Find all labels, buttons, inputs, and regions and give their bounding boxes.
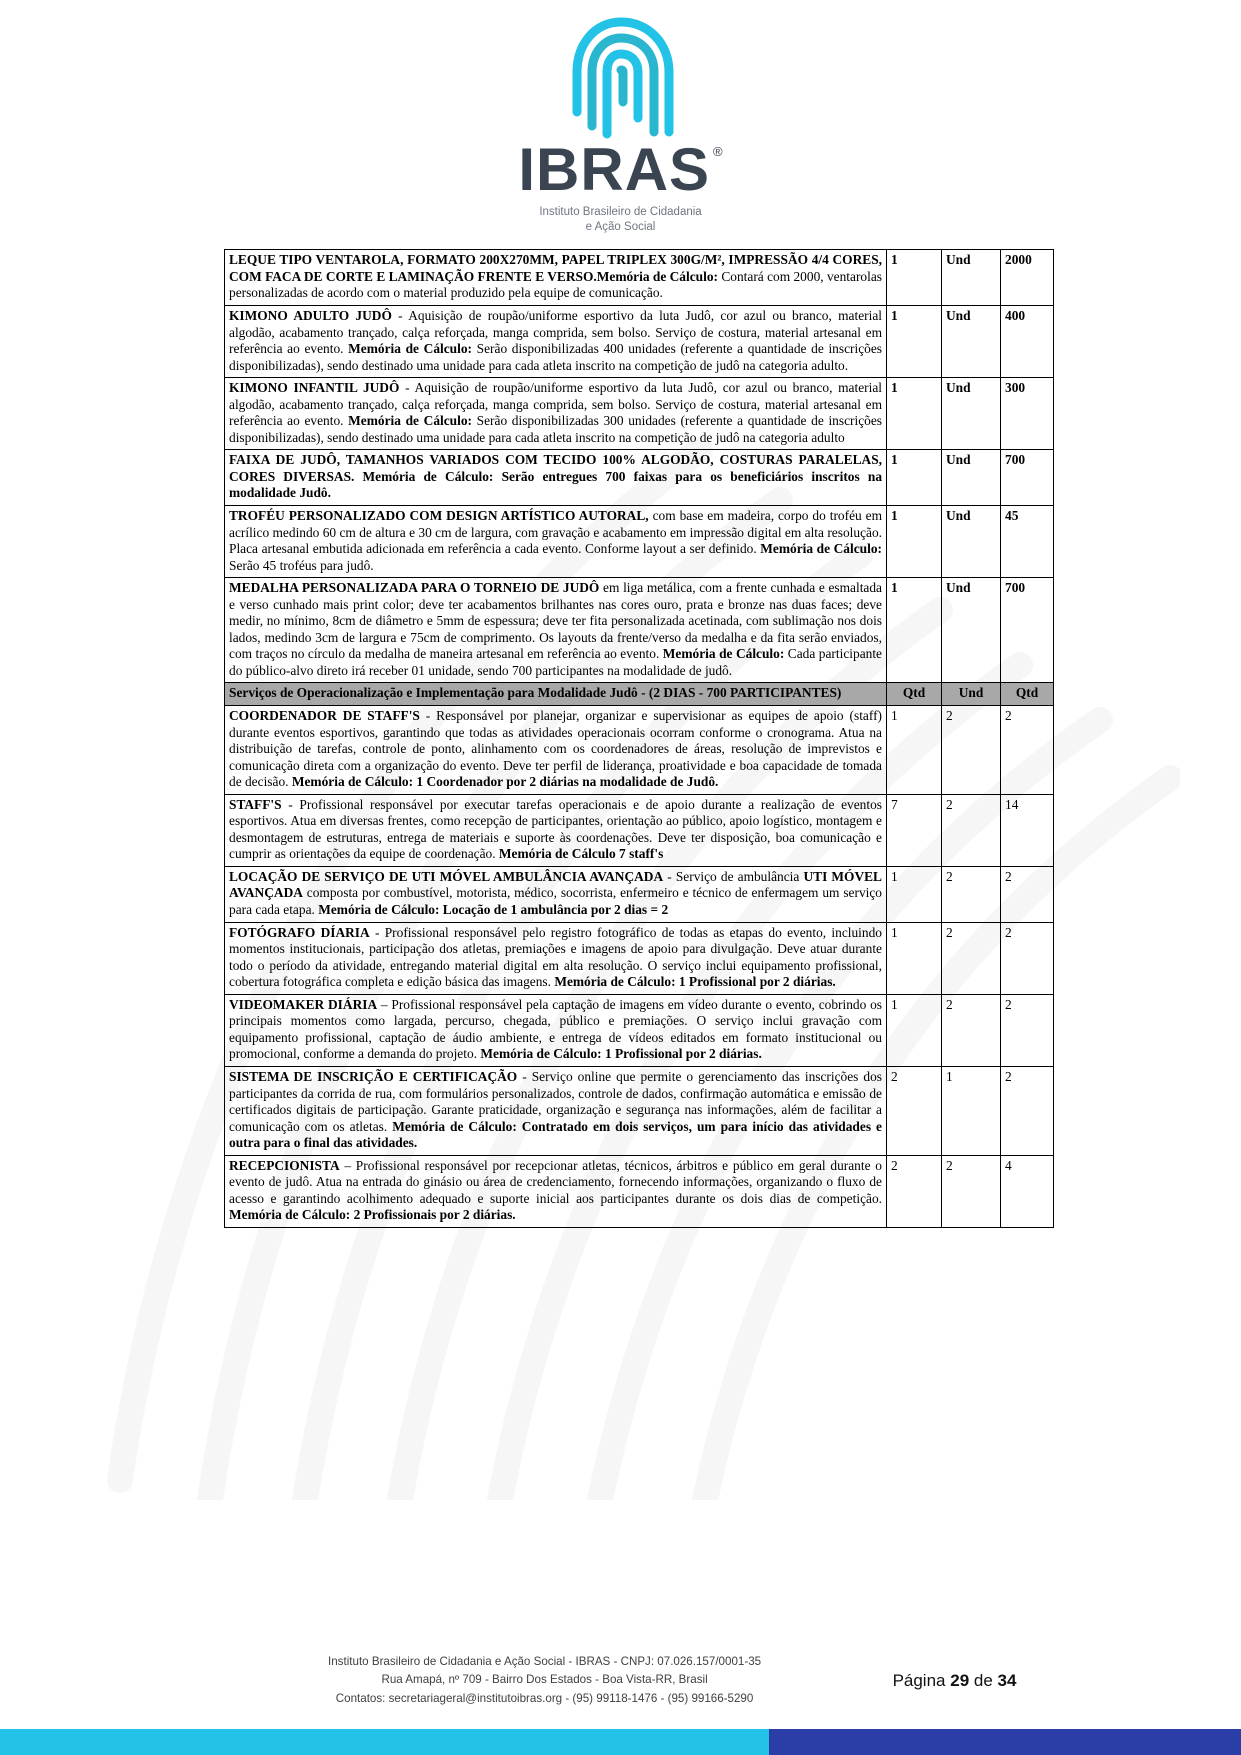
memoria-label: Memória de Cálculo: 1 Profissional por 2 diárias. (480, 1046, 762, 1062)
logo-tagline-line2: e Ação Social (585, 221, 656, 234)
table-row (225, 866, 1054, 922)
page-number-indicator (893, 1671, 1017, 1691)
item-qtd: 1 (887, 378, 942, 450)
item-und: Und (942, 378, 1001, 450)
service-total: 2 (1001, 706, 1054, 795)
section-col-total: Qtd (1001, 683, 1054, 706)
service-body: – Profissional responsável por recepcionar atletas, técnicos, árbitros e público em geral durante o evento de judô. Atua na entrada do ginásio ou área de credenciamento, fornecendo informações, organizando o fluxo de acesso e garantindo acolhimento adequado e suporte inicial aos participantes durante os dois dias de competição. (229, 1157, 882, 1206)
page-current: 29 (950, 1670, 970, 1690)
page-middle: de (969, 1670, 998, 1690)
table-row (225, 378, 1054, 450)
service-body: - Responsável por planejar, organizar e supervisionar as equipes de apoio (staff) durante eventos esportivos, garantindo que todas as atividades operacionais ocorram conforme o cronograma. Atua na distribuição de tarefas, controle de ponto, alinhamento com os coordenadores de áreas, resolução de imprevistos e comunicação direta com a organização do evento. Deve ter perfil de liderança, proatividade e boa capacidade de tomada de decisão. (229, 708, 883, 790)
item-description (225, 305, 887, 377)
logo-wordmark: IBRAS (518, 136, 711, 203)
table-row (225, 706, 1054, 795)
memoria-text: Serão disponibilizadas 300 unidades (referente a quantidade de inscrições disponibilizadas), sendo destinado uma unidade para cada atleta inscrito na competição de judô na categoria adulto (229, 413, 882, 445)
item-body: com base em madeira, corpo do troféu em acrílico medindo 60 cm de altura e 30 cm de largura, com gravação e acabamento em impressão digital em alta resolução. Placa artesanal embutida adicionada em referência a cada evento. Conforme layout a ser definido. (229, 508, 883, 557)
memoria-text: Cada participante do público-alvo direto irá receber 01 unidade, sendo 700 participantes na modalidade de judô. (229, 646, 882, 678)
document-header (0, 0, 1241, 235)
service-description (225, 794, 887, 866)
service-und: 2 (942, 1155, 1001, 1227)
service-title: LOCAÇÃO DE SERVIÇO DE UTI MÓVEL AMBULÂNCIA AVANÇADA (229, 868, 664, 884)
service-description (225, 922, 887, 994)
service-total: 2 (1001, 994, 1054, 1066)
memoria-text: Serão 45 troféus para judô. (229, 557, 374, 573)
table-row (225, 1066, 1054, 1155)
memoria-text: Contará com 2000, ventarolas personalizadas de acordo com o material produzido pela equipe de comunicação. (229, 268, 882, 301)
item-total: 45 (1001, 506, 1054, 578)
memoria-text: Serão entregues 700 faixas para os beneficiários inscritos na modalidade Judô. (229, 468, 883, 501)
service-total: 4 (1001, 1155, 1054, 1227)
footer-org-info (225, 1653, 865, 1709)
fingerprint-icon (537, 14, 705, 146)
service-und: 1 (942, 1066, 1001, 1155)
service-qtd: 1 (887, 706, 942, 795)
service-body: - Profissional responsável por executar tarefas operacionais e de apoio durante a realização de eventos esportivos. Atua em diversas frentes, como recepção de participantes, orientação ao público, apoio logístico, montagem e desmontagem de estruturas, entrega de materiais e suporte às coordenações. Deve ter disposição, boa comunicação e cumprir as orientações da equipe de coordenação. (229, 796, 882, 862)
memoria-label: Memória de Cálculo: (348, 413, 472, 429)
service-total: 2 (1001, 1066, 1054, 1155)
service-description (225, 1155, 887, 1227)
item-und: Und (942, 450, 1001, 506)
item-description (225, 450, 887, 506)
memoria-label: Memória de Cálculo: (760, 541, 882, 557)
service-body-2: composta por combustível, motorista, médico, socorrista, enfermeiro e técnico de enfermagem um serviço para cada etapa. (229, 885, 882, 918)
service-body: - Serviço de ambulância (663, 868, 804, 884)
item-title: MEDALHA PERSONALIZADA PARA O TORNEIO DE JUDÔ (229, 580, 600, 596)
service-body-emphasis: UTI MÓVEL AVANÇADA (229, 868, 882, 901)
service-description (225, 866, 887, 922)
memoria-text: Serão disponibilizadas 400 unidades (referente a quantidade de inscrições disponibilizadas), sendo destinado uma unidade para cada atleta inscrito na competição de judô na categoria adulto. (229, 341, 882, 373)
section-header-row (225, 683, 1054, 706)
item-total: 2000 (1001, 250, 1054, 306)
ibras-logo (491, 14, 751, 235)
memoria-label: Memória de Cálculo: 2 Profissionais por 2 diárias. (229, 1207, 516, 1223)
item-description (225, 578, 887, 683)
service-und: 2 (942, 922, 1001, 994)
item-total: 300 (1001, 378, 1054, 450)
service-und: 2 (942, 994, 1001, 1066)
item-und: Und (942, 506, 1001, 578)
section-col-und: Und (942, 683, 1001, 706)
service-title: VIDEOMAKER DIÁRIA (229, 996, 378, 1012)
section-title: Serviços de Operacionalização e Implementação para Modalidade Judô - (2 DIAS - 700 PARTICIPANTES) (225, 683, 887, 706)
service-title: SISTEMA DE INSCRIÇÃO E CERTIFICAÇÃO (229, 1068, 518, 1084)
memoria-label: Memória de Cálculo: (662, 646, 785, 662)
item-total: 400 (1001, 305, 1054, 377)
service-und: 2 (942, 794, 1001, 866)
item-total: 700 (1001, 450, 1054, 506)
footer-line-contacts: Contatos: secretariageral@institutoibras.org - (95) 99118-1476 - (95) 99166-5290 (335, 1692, 754, 1706)
service-description (225, 1066, 887, 1155)
item-title: TROFÉU PERSONALIZADO COM DESIGN ARTÍSTICO AUTORAL, (229, 508, 649, 523)
section-col-qtd: Qtd (887, 683, 942, 706)
table-row (225, 250, 1054, 306)
memoria-label: Memória de Cálculo: Contratado em dois serviços, um para início das atividades e outra para o final das atividades. (229, 1118, 882, 1151)
bottom-color-bar (0, 1729, 1241, 1755)
service-und: 2 (942, 866, 1001, 922)
service-title: COORDENADOR DE STAFF'S (229, 708, 420, 724)
service-body: – Profissional responsável pela captação de imagens em vídeo durante o evento, cobrindo os principais momentos como largada, percurso, chegada, público e premiações. O serviço inclui gravação com equipamento profissional, captação de áudio ambiente, e entrega de vídeos editados em formato institucional ou promocional, conforme a demanda do projeto. (229, 996, 882, 1062)
memoria-label: Memória de Cálculo: 1 Profissional por 2 diárias. (554, 974, 836, 990)
item-body: em liga metálica, com a frente cunhada e esmaltada e verso cunhado mais print color; deve ter acabamentos brilhantes nas cores ouro, prata e bronze nas duas faces; deve medir, no mínimo, 8cm de diâmetro e 5mm de espessura; deve ter fita personalizada acetinada, com sublimação nos dois lados, medindo 3cm de largura e 75cm de comprimento. Os layouts da frente/verso da medalha e da fita serão enviados, com traços no círculo da medalha de maneira artesanal em referência ao evento. (229, 580, 882, 662)
item-qtd: 1 (887, 578, 942, 683)
item-body: - Aquisição de roupão/uniforme esportivo da luta Judô, cor azul ou branco, material algodão, acabamento trançado, calça reforçada, manga comprida, sem bolso. Serviço de costura, material artesanal em referência ao evento. (229, 380, 883, 429)
item-und: Und (942, 305, 1001, 377)
memoria-label: Memória de Cálculo: (354, 468, 494, 484)
memoria-label: Memória de Cálculo: (348, 341, 472, 357)
service-title: FOTÓGRAFO DÍARIA (229, 924, 370, 940)
table-row (225, 922, 1054, 994)
item-qtd: 1 (887, 506, 942, 578)
item-title: LEQUE TIPO VENTAROLA, FORMATO 200X270MM, PAPEL TRIPLEX 300G/M², IMPRESSÃO 4/4 CORES, COM FACA DE CORTE E LAMINAÇÃO FRENTE E VERSO. (229, 252, 882, 284)
table-row (225, 450, 1054, 506)
table-row (225, 506, 1054, 578)
service-qtd: 7 (887, 794, 942, 866)
service-description (225, 706, 887, 795)
item-qtd: 1 (887, 305, 942, 377)
item-qtd: 1 (887, 450, 942, 506)
item-title: KIMONO INFANTIL JUDÔ (229, 380, 400, 396)
item-title: FAIXA DE JUDÔ, TAMANHOS VARIADOS COM TECIDO 100% ALGODÃO, COSTURAS PARALELAS, CORES DIVERSAS. (229, 452, 882, 484)
service-title: STAFF'S (229, 796, 282, 812)
service-qtd: 2 (887, 1155, 942, 1227)
item-title: KIMONO ADULTO JUDÔ (229, 307, 392, 323)
table-row (225, 578, 1054, 683)
service-body: - Profissional responsável pelo registro fotográfico de todas as etapas do evento, incluindo momentos institucionais, participação dos atletas, premiações e imagens de apoio para divulgação. Deve atuar durante todo o período da atividade, entregando material digital em alta resolução. O serviço inclui equipamento profissional, cobertura fotográfica completa e edição básica das imagens. (229, 924, 882, 990)
page-total: 34 (997, 1670, 1017, 1690)
table-row (225, 305, 1054, 377)
service-total: 2 (1001, 922, 1054, 994)
item-und: Und (942, 250, 1001, 306)
document-footer (0, 1653, 1241, 1709)
item-body: - Aquisição de roupão/uniforme esportivo da luta Judô, cor azul ou branco, material algodão, acabamento trançado, calça reforçada, manga comprida, sem bolso. Serviço de costura, material artesanal em referência ao evento. (229, 307, 882, 357)
specification-table-wrapper (224, 249, 1039, 1228)
memoria-label: Memória de Cálculo 7 staff's (498, 846, 664, 862)
specification-table (224, 249, 1054, 1228)
service-total: 14 (1001, 794, 1054, 866)
item-description (225, 378, 887, 450)
logo-tagline-line1: Instituto Brasileiro de Cidadania (539, 206, 702, 218)
service-description (225, 994, 887, 1066)
service-qtd: 1 (887, 994, 942, 1066)
service-qtd: 2 (887, 1066, 942, 1155)
item-description (225, 506, 887, 578)
footer-line-cnpj: Instituto Brasileiro de Cidadania e Ação Social - IBRAS - CNPJ: 07.026.157/0001-35 (328, 1654, 762, 1668)
memoria-label: Memória de Cálculo: 1 Coordenador por 2 diárias na modalidade de Judô. (291, 774, 719, 790)
service-und: 2 (942, 706, 1001, 795)
item-qtd: 1 (887, 250, 942, 306)
table-row (225, 994, 1054, 1066)
memoria-label: Memória de Cálculo: (596, 268, 718, 284)
footer-line-address: Rua Amapá, nº 709 - Bairro Dos Estados - Boa Vista-RR, Brasil (381, 1673, 708, 1687)
service-qtd: 1 (887, 922, 942, 994)
service-body: - Serviço online que permite o gerenciamento das inscrições dos participantes da corrida de rua, com formulários personalizados, controle de dados, confirmação automática e emissão de certificados digitais de participação. Garante praticidade, organização e segurança nas informações, além de facilitar a comunicação com os atletas. (229, 1068, 883, 1134)
service-title: RECEPCIONISTA (229, 1157, 340, 1173)
table-row (225, 794, 1054, 866)
registered-mark-icon: ® (713, 144, 723, 159)
service-qtd: 1 (887, 866, 942, 922)
item-description (225, 250, 887, 306)
logo-tagline (539, 205, 701, 235)
table-row (225, 1155, 1054, 1227)
page-prefix: Página (892, 1670, 951, 1690)
item-und: Und (942, 578, 1001, 683)
bar-segment-blue (769, 1729, 1241, 1755)
bar-segment-cyan (0, 1729, 769, 1755)
memoria-label: Memória de Cálculo: Locação de 1 ambulância por 2 dias = 2 (318, 902, 669, 918)
item-total: 700 (1001, 578, 1054, 683)
service-total: 2 (1001, 866, 1054, 922)
